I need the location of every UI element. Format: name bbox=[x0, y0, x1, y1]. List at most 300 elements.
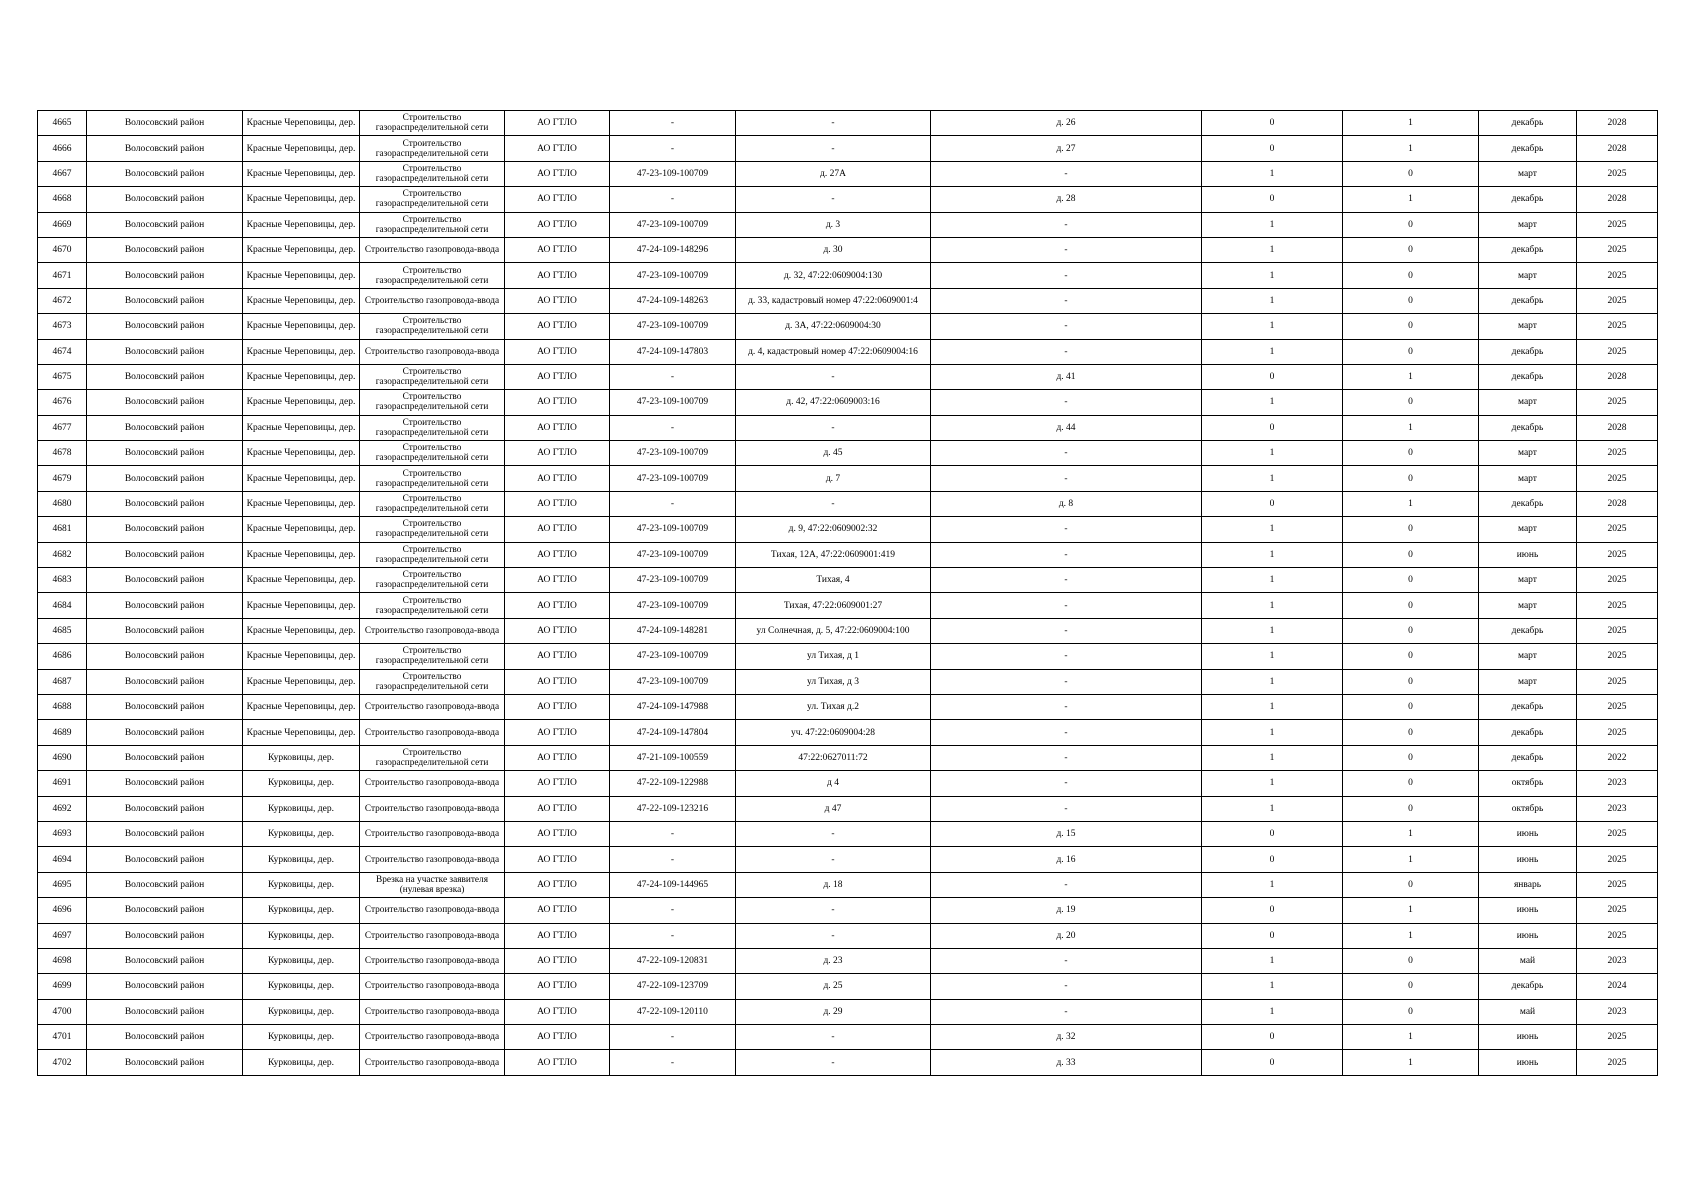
cell-settlement: Красные Череповицы, дер. bbox=[243, 339, 360, 364]
cell-count-connected: 1 bbox=[1202, 720, 1343, 745]
cell-year: 2028 bbox=[1577, 187, 1658, 212]
cell-district: Волосовский район bbox=[87, 821, 243, 846]
cell-unconnected-address: - bbox=[931, 161, 1202, 186]
cell-count-connected: 1 bbox=[1202, 466, 1343, 491]
cell-application-number: 47-23-109-100709 bbox=[610, 644, 736, 669]
cell-address: - bbox=[736, 847, 931, 872]
cell-district: Волосовский район bbox=[87, 923, 243, 948]
cell-settlement: Красные Череповицы, дер. bbox=[243, 694, 360, 719]
cell-unconnected-address: - bbox=[931, 872, 1202, 897]
cell-count-connected: 1 bbox=[1202, 593, 1343, 618]
cell-count-connected: 1 bbox=[1202, 212, 1343, 237]
cell-month: июнь bbox=[1479, 898, 1577, 923]
cell-address: 47:22:0627011:72 bbox=[736, 745, 931, 770]
table-row bbox=[38, 466, 1658, 491]
cell-organization: АО ГТЛО bbox=[505, 187, 610, 212]
cell-application-number: - bbox=[610, 1025, 736, 1050]
cell-address: д. 32, 47:22:0609004:130 bbox=[736, 263, 931, 288]
table-row bbox=[38, 669, 1658, 694]
cell-month: декабрь bbox=[1479, 694, 1577, 719]
cell-row-number: 4676 bbox=[38, 390, 87, 415]
cell-count-connected: 0 bbox=[1202, 415, 1343, 440]
cell-application-number: - bbox=[610, 111, 736, 136]
cell-application-number: 47-23-109-100709 bbox=[610, 466, 736, 491]
cell-district: Волосовский район bbox=[87, 415, 243, 440]
cell-address: д. 9, 47:22:0609002:32 bbox=[736, 517, 931, 542]
cell-organization: АО ГТЛО bbox=[505, 415, 610, 440]
cell-row-number: 4665 bbox=[38, 111, 87, 136]
cell-count-connected: 1 bbox=[1202, 441, 1343, 466]
cell-district: Волосовский район bbox=[87, 644, 243, 669]
cell-row-number: 4700 bbox=[38, 999, 87, 1024]
cell-address: Тихая, 4 bbox=[736, 568, 931, 593]
table-row bbox=[38, 542, 1658, 567]
cell-address: д. 18 bbox=[736, 872, 931, 897]
cell-organization: АО ГТЛО bbox=[505, 339, 610, 364]
cell-count-planned: 1 bbox=[1343, 923, 1479, 948]
cell-row-number: 4696 bbox=[38, 898, 87, 923]
cell-work-type: Строительство газораспределительной сети bbox=[360, 314, 505, 339]
cell-count-planned: 0 bbox=[1343, 314, 1479, 339]
cell-count-connected: 1 bbox=[1202, 948, 1343, 973]
cell-count-planned: 1 bbox=[1343, 491, 1479, 516]
cell-year: 2028 bbox=[1577, 364, 1658, 389]
data-table bbox=[37, 110, 1658, 1076]
cell-row-number: 4668 bbox=[38, 187, 87, 212]
table-row bbox=[38, 237, 1658, 262]
cell-organization: АО ГТЛО bbox=[505, 720, 610, 745]
cell-unconnected-address: - bbox=[931, 974, 1202, 999]
cell-unconnected-address: - bbox=[931, 948, 1202, 973]
cell-organization: АО ГТЛО bbox=[505, 390, 610, 415]
cell-row-number: 4674 bbox=[38, 339, 87, 364]
cell-district: Волосовский район bbox=[87, 136, 243, 161]
cell-work-type: Строительство газораспределительной сети bbox=[360, 542, 505, 567]
cell-month: декабрь bbox=[1479, 415, 1577, 440]
cell-count-planned: 1 bbox=[1343, 847, 1479, 872]
cell-work-type: Врезка на участке заявителя (нулевая врезка) bbox=[360, 872, 505, 897]
cell-district: Волосовский район bbox=[87, 1025, 243, 1050]
cell-month: март bbox=[1479, 593, 1577, 618]
cell-year: 2025 bbox=[1577, 314, 1658, 339]
cell-count-planned: 0 bbox=[1343, 999, 1479, 1024]
cell-row-number: 4673 bbox=[38, 314, 87, 339]
cell-count-planned: 0 bbox=[1343, 212, 1479, 237]
cell-work-type: Строительство газопровода-ввода bbox=[360, 796, 505, 821]
cell-year: 2023 bbox=[1577, 796, 1658, 821]
cell-organization: АО ГТЛО bbox=[505, 644, 610, 669]
cell-work-type: Строительство газопровода-ввода bbox=[360, 1050, 505, 1075]
cell-row-number: 4690 bbox=[38, 745, 87, 770]
cell-application-number: - bbox=[610, 415, 736, 440]
cell-address: д. 7 bbox=[736, 466, 931, 491]
cell-unconnected-address: д. 41 bbox=[931, 364, 1202, 389]
cell-count-connected: 1 bbox=[1202, 618, 1343, 643]
cell-count-planned: 0 bbox=[1343, 593, 1479, 618]
cell-unconnected-address: - bbox=[931, 339, 1202, 364]
cell-settlement: Красные Череповицы, дер. bbox=[243, 593, 360, 618]
cell-unconnected-address: д. 19 bbox=[931, 898, 1202, 923]
cell-count-planned: 0 bbox=[1343, 694, 1479, 719]
cell-month: июнь bbox=[1479, 923, 1577, 948]
cell-organization: АО ГТЛО bbox=[505, 999, 610, 1024]
cell-settlement: Красные Череповицы, дер. bbox=[243, 161, 360, 186]
cell-settlement: Курковицы, дер. bbox=[243, 898, 360, 923]
cell-district: Волосовский район bbox=[87, 187, 243, 212]
cell-district: Волосовский район bbox=[87, 339, 243, 364]
cell-unconnected-address: д. 15 bbox=[931, 821, 1202, 846]
cell-address: - bbox=[736, 111, 931, 136]
cell-month: январь bbox=[1479, 872, 1577, 897]
cell-count-connected: 1 bbox=[1202, 542, 1343, 567]
cell-month: март bbox=[1479, 441, 1577, 466]
cell-count-connected: 1 bbox=[1202, 644, 1343, 669]
cell-address: - bbox=[736, 821, 931, 846]
cell-organization: АО ГТЛО bbox=[505, 161, 610, 186]
cell-unconnected-address: д. 28 bbox=[931, 187, 1202, 212]
cell-address: уч. 47:22:0609004:28 bbox=[736, 720, 931, 745]
cell-address: д. 30 bbox=[736, 237, 931, 262]
cell-district: Волосовский район bbox=[87, 694, 243, 719]
cell-count-planned: 0 bbox=[1343, 441, 1479, 466]
cell-unconnected-address: - bbox=[931, 517, 1202, 542]
cell-count-planned: 1 bbox=[1343, 187, 1479, 212]
cell-year: 2025 bbox=[1577, 898, 1658, 923]
cell-work-type: Строительство газопровода-ввода bbox=[360, 999, 505, 1024]
cell-work-type: Строительство газопровода-ввода bbox=[360, 288, 505, 313]
cell-count-connected: 0 bbox=[1202, 1025, 1343, 1050]
cell-address: ул Солнечная, д. 5, 47:22:0609004:100 bbox=[736, 618, 931, 643]
cell-year: 2025 bbox=[1577, 720, 1658, 745]
cell-month: декабрь bbox=[1479, 111, 1577, 136]
cell-month: май bbox=[1479, 948, 1577, 973]
table-row bbox=[38, 111, 1658, 136]
cell-year: 2025 bbox=[1577, 669, 1658, 694]
cell-count-planned: 0 bbox=[1343, 288, 1479, 313]
cell-district: Волосовский район bbox=[87, 618, 243, 643]
cell-work-type: Строительство газопровода-ввода bbox=[360, 898, 505, 923]
cell-year: 2025 bbox=[1577, 263, 1658, 288]
cell-row-number: 4689 bbox=[38, 720, 87, 745]
cell-count-connected: 1 bbox=[1202, 314, 1343, 339]
cell-work-type: Строительство газопровода-ввода bbox=[360, 720, 505, 745]
cell-settlement: Курковицы, дер. bbox=[243, 1025, 360, 1050]
cell-unconnected-address: - bbox=[931, 771, 1202, 796]
cell-year: 2025 bbox=[1577, 390, 1658, 415]
cell-unconnected-address: - bbox=[931, 999, 1202, 1024]
cell-district: Волосовский район bbox=[87, 161, 243, 186]
cell-year: 2025 bbox=[1577, 161, 1658, 186]
cell-organization: АО ГТЛО bbox=[505, 237, 610, 262]
cell-district: Волосовский район bbox=[87, 466, 243, 491]
cell-count-connected: 1 bbox=[1202, 517, 1343, 542]
cell-month: март bbox=[1479, 263, 1577, 288]
cell-row-number: 4702 bbox=[38, 1050, 87, 1075]
cell-row-number: 4697 bbox=[38, 923, 87, 948]
cell-work-type: Строительство газопровода-ввода bbox=[360, 237, 505, 262]
cell-address: д. 27А bbox=[736, 161, 931, 186]
table-row bbox=[38, 821, 1658, 846]
cell-year: 2025 bbox=[1577, 441, 1658, 466]
cell-count-planned: 0 bbox=[1343, 720, 1479, 745]
cell-address: ул Тихая, д 1 bbox=[736, 644, 931, 669]
cell-district: Волосовский район bbox=[87, 288, 243, 313]
cell-year: 2024 bbox=[1577, 974, 1658, 999]
cell-settlement: Красные Череповицы, дер. bbox=[243, 669, 360, 694]
cell-application-number: 47-23-109-100709 bbox=[610, 263, 736, 288]
cell-year: 2028 bbox=[1577, 136, 1658, 161]
cell-settlement: Красные Череповицы, дер. bbox=[243, 136, 360, 161]
cell-application-number: - bbox=[610, 847, 736, 872]
cell-count-connected: 0 bbox=[1202, 136, 1343, 161]
cell-work-type: Строительство газораспределительной сети bbox=[360, 593, 505, 618]
cell-month: декабрь bbox=[1479, 618, 1577, 643]
cell-month: декабрь bbox=[1479, 339, 1577, 364]
cell-work-type: Строительство газопровода-ввода bbox=[360, 618, 505, 643]
cell-address: - bbox=[736, 187, 931, 212]
cell-month: октябрь bbox=[1479, 771, 1577, 796]
cell-application-number: 47-22-109-123709 bbox=[610, 974, 736, 999]
cell-settlement: Красные Череповицы, дер. bbox=[243, 111, 360, 136]
cell-organization: АО ГТЛО bbox=[505, 136, 610, 161]
cell-settlement: Красные Череповицы, дер. bbox=[243, 212, 360, 237]
cell-count-connected: 1 bbox=[1202, 974, 1343, 999]
table-row bbox=[38, 720, 1658, 745]
cell-application-number: 47-23-109-100709 bbox=[610, 161, 736, 186]
cell-address: д. 33, кадастровый номер 47:22:0609001:4 bbox=[736, 288, 931, 313]
table-row bbox=[38, 974, 1658, 999]
cell-count-connected: 1 bbox=[1202, 568, 1343, 593]
cell-settlement: Курковицы, дер. bbox=[243, 796, 360, 821]
cell-count-planned: 0 bbox=[1343, 517, 1479, 542]
cell-count-connected: 1 bbox=[1202, 796, 1343, 821]
cell-count-planned: 1 bbox=[1343, 898, 1479, 923]
cell-settlement: Красные Череповицы, дер. bbox=[243, 644, 360, 669]
cell-count-planned: 1 bbox=[1343, 821, 1479, 846]
cell-address: Тихая, 12А, 47:22:0609001:419 bbox=[736, 542, 931, 567]
cell-count-connected: 1 bbox=[1202, 237, 1343, 262]
cell-count-connected: 0 bbox=[1202, 491, 1343, 516]
cell-year: 2025 bbox=[1577, 517, 1658, 542]
cell-application-number: 47-23-109-100709 bbox=[610, 517, 736, 542]
cell-unconnected-address: - bbox=[931, 644, 1202, 669]
cell-organization: АО ГТЛО bbox=[505, 466, 610, 491]
table-row bbox=[38, 187, 1658, 212]
cell-work-type: Строительство газораспределительной сети bbox=[360, 136, 505, 161]
cell-district: Волосовский район bbox=[87, 491, 243, 516]
cell-application-number: 47-24-109-144965 bbox=[610, 872, 736, 897]
cell-work-type: Строительство газораспределительной сети bbox=[360, 187, 505, 212]
cell-year: 2025 bbox=[1577, 847, 1658, 872]
cell-settlement: Красные Череповицы, дер. bbox=[243, 237, 360, 262]
cell-settlement: Красные Череповицы, дер. bbox=[243, 390, 360, 415]
cell-settlement: Красные Череповицы, дер. bbox=[243, 314, 360, 339]
cell-year: 2028 bbox=[1577, 415, 1658, 440]
cell-settlement: Красные Череповицы, дер. bbox=[243, 568, 360, 593]
cell-application-number: 47-22-109-122988 bbox=[610, 771, 736, 796]
cell-organization: АО ГТЛО bbox=[505, 212, 610, 237]
cell-work-type: Строительство газораспределительной сети bbox=[360, 212, 505, 237]
cell-count-planned: 0 bbox=[1343, 974, 1479, 999]
cell-row-number: 4698 bbox=[38, 948, 87, 973]
cell-row-number: 4678 bbox=[38, 441, 87, 466]
cell-organization: АО ГТЛО bbox=[505, 1050, 610, 1075]
cell-count-connected: 0 bbox=[1202, 111, 1343, 136]
cell-application-number: 47-24-109-147988 bbox=[610, 694, 736, 719]
cell-unconnected-address: - bbox=[931, 568, 1202, 593]
cell-row-number: 4666 bbox=[38, 136, 87, 161]
cell-district: Волосовский район bbox=[87, 669, 243, 694]
cell-row-number: 4669 bbox=[38, 212, 87, 237]
cell-settlement: Курковицы, дер. bbox=[243, 999, 360, 1024]
cell-count-connected: 1 bbox=[1202, 669, 1343, 694]
cell-district: Волосовский район bbox=[87, 364, 243, 389]
cell-work-type: Строительство газораспределительной сети bbox=[360, 364, 505, 389]
table-row bbox=[38, 771, 1658, 796]
cell-count-planned: 1 bbox=[1343, 111, 1479, 136]
cell-organization: АО ГТЛО bbox=[505, 669, 610, 694]
cell-month: март bbox=[1479, 161, 1577, 186]
cell-organization: АО ГТЛО bbox=[505, 288, 610, 313]
cell-application-number: 47-21-109-100559 bbox=[610, 745, 736, 770]
table-row bbox=[38, 923, 1658, 948]
cell-unconnected-address: - bbox=[931, 796, 1202, 821]
cell-unconnected-address: д. 27 bbox=[931, 136, 1202, 161]
cell-count-planned: 1 bbox=[1343, 136, 1479, 161]
cell-address: - bbox=[736, 1050, 931, 1075]
table-row bbox=[38, 263, 1658, 288]
cell-organization: АО ГТЛО bbox=[505, 111, 610, 136]
cell-count-planned: 1 bbox=[1343, 415, 1479, 440]
cell-row-number: 4667 bbox=[38, 161, 87, 186]
table-row bbox=[38, 288, 1658, 313]
cell-count-planned: 0 bbox=[1343, 339, 1479, 364]
cell-count-planned: 0 bbox=[1343, 745, 1479, 770]
cell-year: 2025 bbox=[1577, 923, 1658, 948]
cell-district: Волосовский район bbox=[87, 720, 243, 745]
cell-organization: АО ГТЛО bbox=[505, 745, 610, 770]
cell-month: май bbox=[1479, 999, 1577, 1024]
cell-settlement: Красные Череповицы, дер. bbox=[243, 491, 360, 516]
cell-month: декабрь bbox=[1479, 288, 1577, 313]
cell-work-type: Строительство газораспределительной сети bbox=[360, 263, 505, 288]
cell-organization: АО ГТЛО bbox=[505, 694, 610, 719]
cell-work-type: Строительство газораспределительной сети bbox=[360, 745, 505, 770]
cell-district: Волосовский район bbox=[87, 974, 243, 999]
cell-year: 2028 bbox=[1577, 491, 1658, 516]
cell-application-number: 47-22-109-123216 bbox=[610, 796, 736, 821]
cell-settlement: Красные Череповицы, дер. bbox=[243, 441, 360, 466]
cell-work-type: Строительство газораспределительной сети bbox=[360, 491, 505, 516]
cell-month: март bbox=[1479, 568, 1577, 593]
cell-unconnected-address: - bbox=[931, 212, 1202, 237]
cell-count-connected: 1 bbox=[1202, 339, 1343, 364]
cell-application-number: - bbox=[610, 136, 736, 161]
cell-count-connected: 1 bbox=[1202, 872, 1343, 897]
cell-row-number: 4683 bbox=[38, 568, 87, 593]
cell-month: декабрь bbox=[1479, 187, 1577, 212]
cell-settlement: Курковицы, дер. bbox=[243, 974, 360, 999]
cell-row-number: 4681 bbox=[38, 517, 87, 542]
cell-address: - bbox=[736, 364, 931, 389]
cell-application-number: 47-23-109-100709 bbox=[610, 212, 736, 237]
cell-month: март bbox=[1479, 517, 1577, 542]
table-row bbox=[38, 847, 1658, 872]
table-row bbox=[38, 694, 1658, 719]
cell-unconnected-address: - bbox=[931, 745, 1202, 770]
cell-application-number: 47-24-109-147803 bbox=[610, 339, 736, 364]
cell-year: 2025 bbox=[1577, 593, 1658, 618]
cell-row-number: 4693 bbox=[38, 821, 87, 846]
cell-unconnected-address: д. 8 bbox=[931, 491, 1202, 516]
cell-year: 2025 bbox=[1577, 618, 1658, 643]
cell-settlement: Красные Череповицы, дер. bbox=[243, 263, 360, 288]
cell-month: декабрь bbox=[1479, 237, 1577, 262]
cell-district: Волосовский район bbox=[87, 542, 243, 567]
cell-work-type: Строительство газопровода-ввода bbox=[360, 339, 505, 364]
cell-application-number: 47-24-109-147804 bbox=[610, 720, 736, 745]
cell-month: июнь bbox=[1479, 1050, 1577, 1075]
cell-month: июнь bbox=[1479, 542, 1577, 567]
cell-work-type: Строительство газораспределительной сети bbox=[360, 568, 505, 593]
cell-application-number: 47-24-109-148263 bbox=[610, 288, 736, 313]
cell-unconnected-address: - bbox=[931, 288, 1202, 313]
cell-district: Волосовский район bbox=[87, 263, 243, 288]
cell-settlement: Курковицы, дер. bbox=[243, 771, 360, 796]
cell-settlement: Красные Череповицы, дер. bbox=[243, 364, 360, 389]
cell-organization: АО ГТЛО bbox=[505, 898, 610, 923]
cell-work-type: Строительство газопровода-ввода bbox=[360, 847, 505, 872]
cell-address: д 47 bbox=[736, 796, 931, 821]
cell-unconnected-address: - bbox=[931, 593, 1202, 618]
cell-organization: АО ГТЛО bbox=[505, 821, 610, 846]
cell-count-connected: 0 bbox=[1202, 1050, 1343, 1075]
table-row bbox=[38, 593, 1658, 618]
cell-application-number: - bbox=[610, 364, 736, 389]
cell-settlement: Красные Череповицы, дер. bbox=[243, 288, 360, 313]
cell-district: Волосовский район bbox=[87, 948, 243, 973]
table-row bbox=[38, 1050, 1658, 1075]
cell-application-number: 47-23-109-100709 bbox=[610, 593, 736, 618]
cell-address: д. 3А, 47:22:0609004:30 bbox=[736, 314, 931, 339]
cell-row-number: 4675 bbox=[38, 364, 87, 389]
cell-year: 2025 bbox=[1577, 694, 1658, 719]
cell-count-connected: 1 bbox=[1202, 390, 1343, 415]
cell-row-number: 4688 bbox=[38, 694, 87, 719]
cell-work-type: Строительство газопровода-ввода bbox=[360, 821, 505, 846]
cell-district: Волосовский район bbox=[87, 898, 243, 923]
cell-application-number: - bbox=[610, 187, 736, 212]
cell-row-number: 4694 bbox=[38, 847, 87, 872]
cell-organization: АО ГТЛО bbox=[505, 872, 610, 897]
cell-count-planned: 0 bbox=[1343, 669, 1479, 694]
cell-organization: АО ГТЛО bbox=[505, 491, 610, 516]
cell-settlement: Красные Череповицы, дер. bbox=[243, 517, 360, 542]
cell-month: март bbox=[1479, 669, 1577, 694]
cell-unconnected-address: д. 20 bbox=[931, 923, 1202, 948]
cell-year: 2025 bbox=[1577, 542, 1658, 567]
cell-count-planned: 0 bbox=[1343, 466, 1479, 491]
cell-settlement: Курковицы, дер. bbox=[243, 1050, 360, 1075]
cell-district: Волосовский район bbox=[87, 796, 243, 821]
table-row bbox=[38, 212, 1658, 237]
cell-year: 2025 bbox=[1577, 237, 1658, 262]
cell-month: декабрь bbox=[1479, 745, 1577, 770]
cell-settlement: Курковицы, дер. bbox=[243, 948, 360, 973]
cell-district: Волосовский район bbox=[87, 237, 243, 262]
cell-month: декабрь bbox=[1479, 974, 1577, 999]
cell-count-planned: 0 bbox=[1343, 644, 1479, 669]
